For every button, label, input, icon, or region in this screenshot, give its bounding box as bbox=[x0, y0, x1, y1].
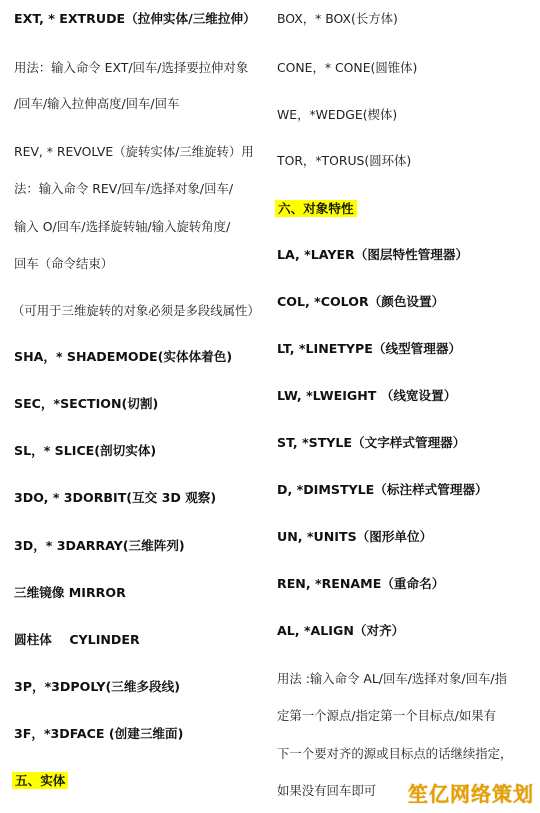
units-command: UN, *UNITS（图形单位） bbox=[277, 529, 433, 544]
3f-command: 3F，*3DFACE (创建三维面) bbox=[14, 726, 184, 741]
3p-command: 3P，*3DPOLY(三维多段线) bbox=[14, 679, 180, 694]
align-usage-line-3: 下一个要对齐的源或目标点的话继续指定， bbox=[277, 746, 513, 761]
3do-command: 3DO, * 3DORBIT(互交 3D 观察) bbox=[14, 490, 217, 505]
sl-command: SL，* SLICE(剖切实体) bbox=[14, 443, 157, 458]
watermark-logo: 笙亿网络策划 bbox=[408, 782, 534, 806]
ext-usage-line-1: 用法：输入命令 EXT/回车/选择要拉伸对象 bbox=[14, 60, 249, 75]
sha-command: SHA，* SHADEMODE(实体体着色) bbox=[14, 349, 233, 364]
3d-command: 3D，* 3DARRAY(三维阵列) bbox=[14, 538, 185, 553]
ext-usage-line-2: /回车/输入拉伸高度/回车/回车 bbox=[14, 96, 180, 111]
wedge-command: WE，*WEDGE(楔体) bbox=[277, 107, 398, 122]
torus-command: TOR，*TORUS(圆环体) bbox=[277, 153, 412, 168]
section-heading-object-properties-label: 六、对象特性 bbox=[275, 200, 357, 217]
align-command: AL, *ALIGN（对齐） bbox=[277, 623, 405, 638]
align-usage-line-1: 用法 :输入命令 AL/回车/选择对象/回车/指 bbox=[277, 671, 507, 686]
ext-command-heading: EXT, * EXTRUDE（拉伸实体/三维拉伸） bbox=[14, 11, 256, 26]
rev-usage-line-2: 法：输入命令 REV/回车/选择对象/回车/ bbox=[14, 181, 234, 196]
linetype-command: LT, *LINETYPE（线型管理器） bbox=[277, 341, 462, 356]
sec-command: SEC，*SECTION(切割) bbox=[14, 396, 159, 411]
align-usage-line-4: 如果没有回车即可 bbox=[277, 783, 377, 798]
style-command: ST, *STYLE（文字样式管理器） bbox=[277, 435, 466, 450]
mirror-command: 三维镜像 MIRROR bbox=[14, 585, 126, 600]
cylinder-command: 圆柱体 CYLINDER bbox=[14, 632, 140, 647]
section-heading-object-properties bbox=[277, 201, 357, 217]
layer-command: LA, *LAYER（图层特性管理器） bbox=[277, 247, 469, 262]
dimstyle-command: D, *DIMSTYLE（标注样式管理器） bbox=[277, 482, 488, 497]
rev-note: （可用于三维旋转的对象必须是多段线属性） bbox=[12, 303, 260, 318]
box-command: BOX，* BOX(长方体) bbox=[277, 11, 398, 26]
section-heading-solids-label: 五、实体 bbox=[12, 772, 68, 789]
rev-usage-line-4: 回车（命令结束） bbox=[14, 256, 114, 271]
section-heading-solids bbox=[14, 773, 68, 789]
rename-command: REN, *RENAME（重命名） bbox=[277, 576, 445, 591]
rev-usage-line-3: 输入 O/回车/选择旋转轴/输入旋转角度/ bbox=[14, 219, 231, 234]
color-command: COL, *COLOR（颜色设置） bbox=[277, 294, 445, 309]
rev-command-line-1: REV, * REVOLVE（旋转实体/三维旋转）用 bbox=[14, 144, 254, 159]
cone-command: CONE，* CONE(圆锥体) bbox=[277, 60, 418, 75]
lweight-command: LW, *LWEIGHT （线宽设置） bbox=[277, 388, 457, 403]
align-usage-line-2: 定第一个源点/指定第一个目标点/如果有 bbox=[277, 708, 496, 723]
